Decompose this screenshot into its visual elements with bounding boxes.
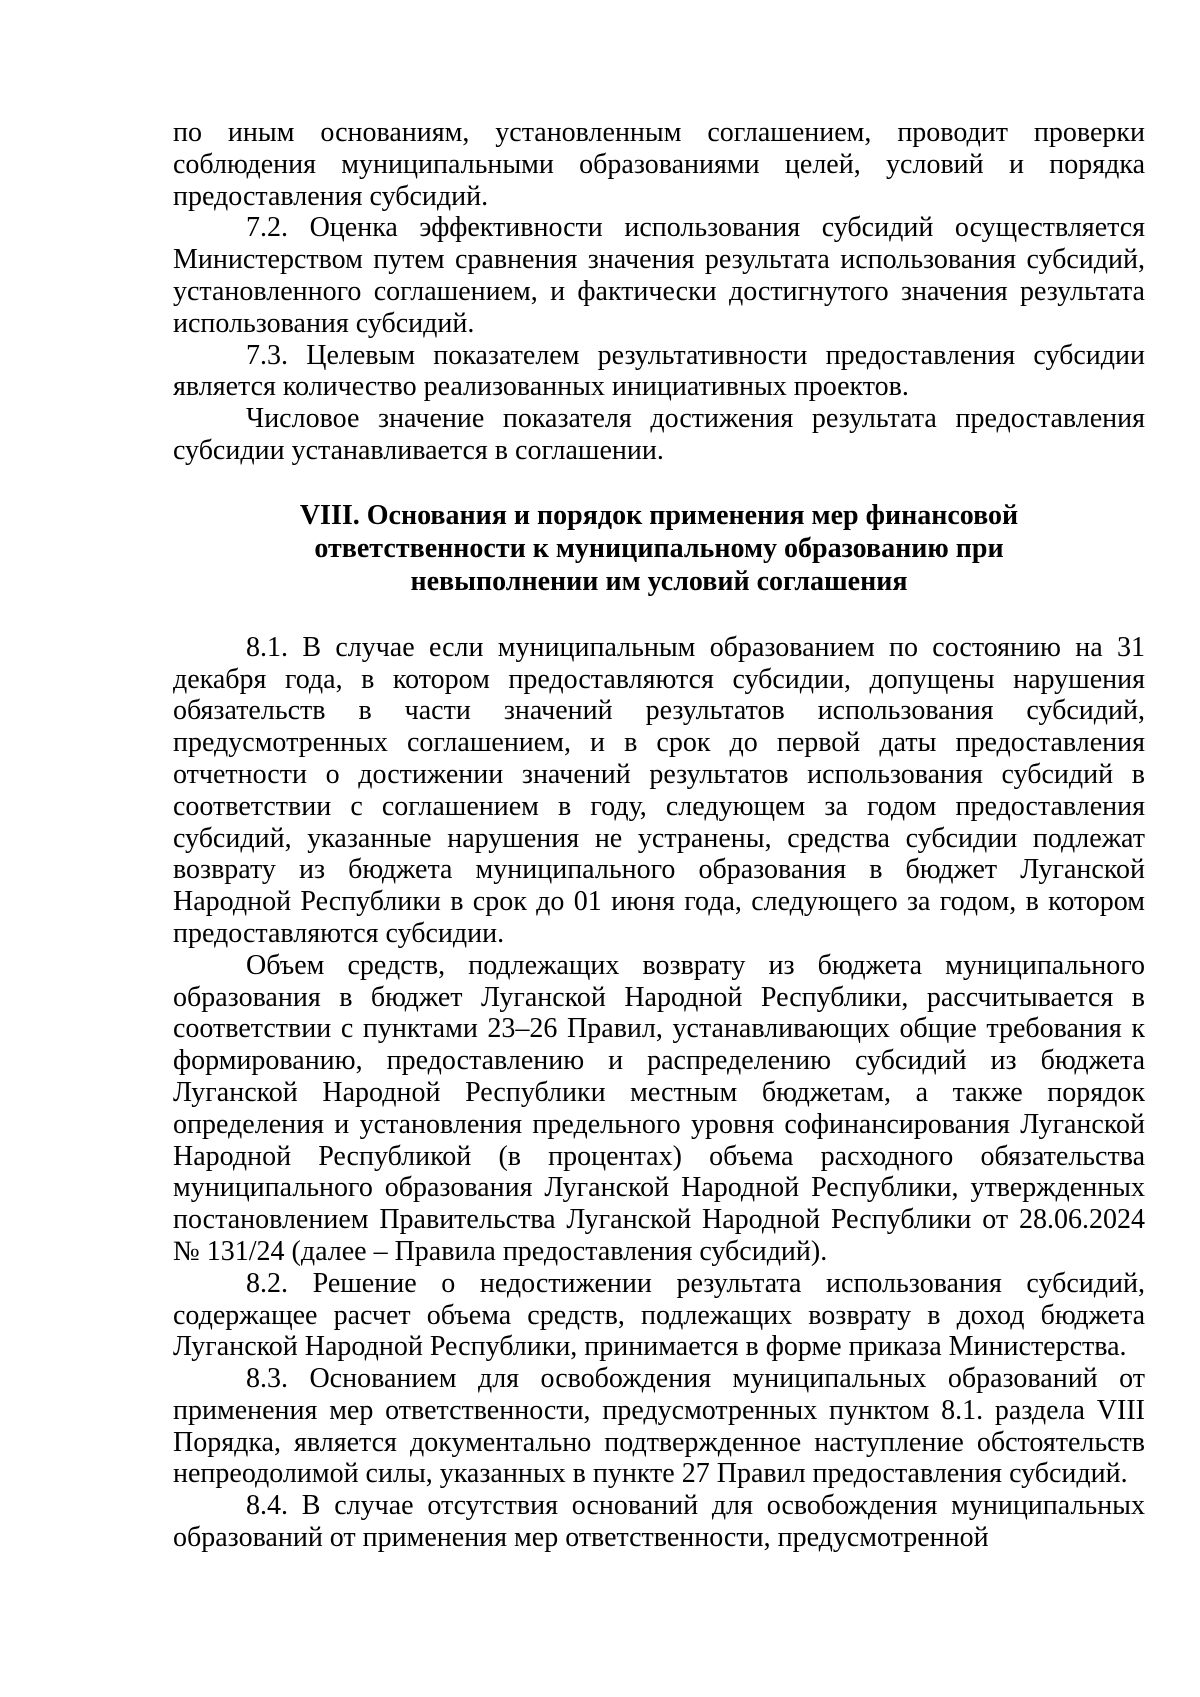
section-heading-line-3: невыполнении им условий соглашения (410, 565, 908, 597)
paragraph-7-2: 7.2. Оценка эффективности использования субсидий осуществляется Министерством путем сравнения значения результата использования субсидий, установленного соглашением, и фактически достигнутого значения результата использования субсидий. (173, 212, 1145, 339)
paragraph-7-3: 7.3. Целевым показателем результативности предоставления субсидии является количество реализованных инициативных проектов. (173, 339, 1145, 403)
paragraph-8-3: 8.3. Основанием для освобождения муниципальных образований от применения мер ответственности, предусмотренных пунктом 8.1. раздела VIII Порядка, является документально подтвержденное наступление обстоятельств непреодолимой силы, указанных в пункте 27 Правил предоставления субсидий. (173, 1363, 1145, 1490)
paragraph-8-2: 8.2. Решение о недостижении результата использования субсидий, содержащее расчет объема средств, подлежащих возврату в доход бюджета Луганской Народной Республики, принимается в форме приказа Министерства. (173, 1267, 1145, 1363)
paragraph-8-1-volume: Объем средств, подлежащих возврату из бюджета муниципального образования в бюджет Луганской Народной Республики, рассчитывается в соответствии с пунктами 23–26 Правил, устанавливающих общие требования к формированию, предоставлению и распределению субсидий из бюджета Луганской Народной Республики местным бюджетам, а также порядок определения и установления предельного уровня софинансирования Луганской Народной Республикой (в процентах) объема расходного обязательства муниципального образования Луганской Народной Республики, утвержденных постановлением Правительства Луганской Народной Республики от 28.06.2024 № 131/24 (далее – Правила предоставления субсидий). (173, 949, 1145, 1267)
section-heading (173, 499, 1145, 598)
paragraph-8-1: 8.1. В случае если муниципальным образованием по состоянию на 31 декабря года, в котором предоставляются субсидии, допущены нарушения обязательств в части значений результатов использования субсидий, предусмотренных соглашением, и в срок до первой даты предоставления отчетности о достижении значений результатов использования субсидий в соответствии с соглашением в году, следующем за годом предоставления субсидий, указанные нарушения не устранены, средства субсидии подлежат возврату из бюджета муниципального образования в бюджет Луганской Народной Республики в срок до 01 июня года, следующего за годом, в котором предоставляются субсидии. (173, 631, 1145, 949)
paragraph-8-4: 8.4. В случае отсутствия оснований для освобождения муниципальных образований от применения мер ответственности, предусмотренной (173, 1490, 1145, 1554)
section-heading-line-1: VIII. Основания и порядок применения мер финансовой (299, 499, 1019, 531)
document-body (173, 117, 1145, 1554)
section-heading-line-2: ответственности к муниципальному образованию при (314, 532, 1004, 564)
paragraph-intro: по иным основаниям, установленным соглашением, проводит проверки соблюдения муниципальными образованиями целей, условий и порядка предоставления субсидий. (173, 117, 1145, 212)
paragraph-7-3-value: Числовое значение показателя достижения результата предоставления субсидии устанавливается в соглашении. (173, 403, 1145, 466)
